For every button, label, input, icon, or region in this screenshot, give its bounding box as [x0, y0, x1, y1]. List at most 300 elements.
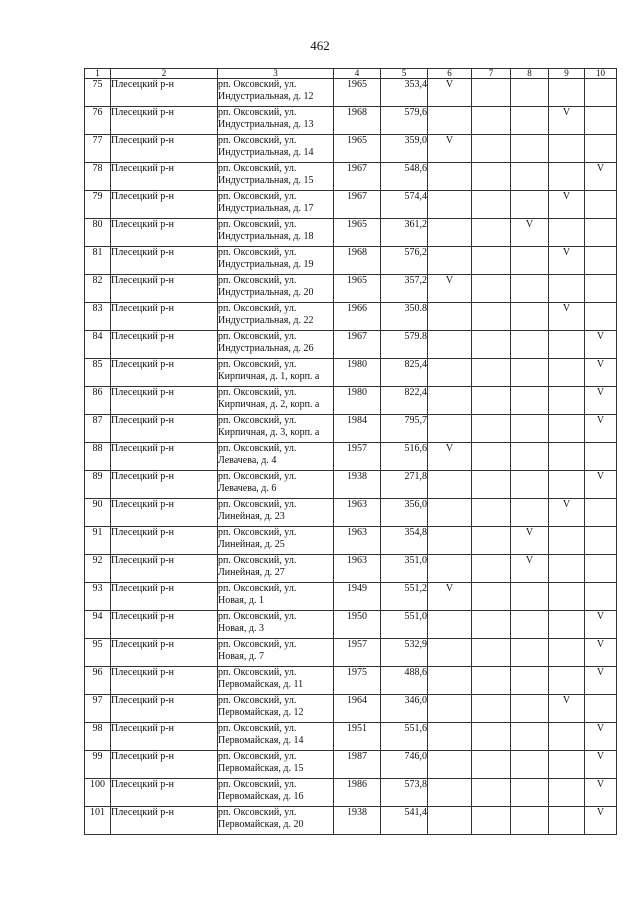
- address-line-1: рп. Оксовский, ул.: [218, 751, 297, 762]
- district-cell: Плесецкий р-н: [111, 415, 218, 443]
- district-cell: Плесецкий р-н: [111, 583, 218, 611]
- row-number: 93: [85, 583, 111, 611]
- address-line-1: рп. Оксовский, ул.: [218, 247, 297, 258]
- address-line-1: рп. Оксовский, ул.: [218, 303, 297, 314]
- row-number: 78: [85, 163, 111, 191]
- mark-cell-col8: [511, 723, 549, 751]
- mark-cell-col9: [549, 275, 585, 303]
- address-line-2: Кирпичная, д. 3, корп. а: [218, 426, 320, 438]
- mark-cell-col9: V: [549, 107, 585, 135]
- row-number: 92: [85, 555, 111, 583]
- mark-cell-col10: [585, 499, 617, 527]
- area-cell: 551,2: [381, 583, 428, 611]
- mark-cell-col10: [585, 443, 617, 471]
- year-cell: 1967: [334, 163, 381, 191]
- table-row: [85, 555, 617, 583]
- address-line-1: рп. Оксовский, ул.: [218, 331, 297, 342]
- address-cell: [218, 415, 334, 443]
- address-cell: [218, 219, 334, 247]
- mark-cell-col9: V: [549, 499, 585, 527]
- district-cell: Плесецкий р-н: [111, 611, 218, 639]
- district-cell: Плесецкий р-н: [111, 471, 218, 499]
- year-cell: 1963: [334, 555, 381, 583]
- table-row: [85, 415, 617, 443]
- district-cell: Плесецкий р-н: [111, 695, 218, 723]
- district-cell: Плесецкий р-н: [111, 443, 218, 471]
- mark-cell-col6: [428, 107, 472, 135]
- mark-cell-col10: [585, 583, 617, 611]
- column-header: 5: [381, 69, 428, 79]
- address-line-2: Индустриальная, д. 20: [218, 286, 314, 298]
- mark-cell-col10: [585, 135, 617, 163]
- address-line-1: рп. Оксовский, ул.: [218, 527, 297, 538]
- page-number: 462: [310, 38, 330, 53]
- district-cell: Плесецкий р-н: [111, 303, 218, 331]
- mark-cell-col6: V: [428, 275, 472, 303]
- district-cell: Плесецкий р-н: [111, 527, 218, 555]
- address-line-2: Первомайская, д. 11: [218, 678, 304, 690]
- year-cell: 1965: [334, 135, 381, 163]
- mark-cell-col10: V: [585, 415, 617, 443]
- address-cell: [218, 583, 334, 611]
- row-number: 95: [85, 639, 111, 667]
- address-cell: [218, 443, 334, 471]
- column-header: 10: [585, 69, 617, 79]
- address-line-1: рп. Оксовский, ул.: [218, 79, 297, 90]
- year-cell: 1965: [334, 79, 381, 107]
- table-row: [85, 807, 617, 835]
- mark-cell-col7: [472, 779, 511, 807]
- address-line-1: рп. Оксовский, ул.: [218, 219, 297, 230]
- mark-cell-col8: [511, 191, 549, 219]
- mark-cell-col6: [428, 331, 472, 359]
- mark-cell-col8: V: [511, 527, 549, 555]
- address-line-2: Индустриальная, д. 17: [218, 202, 314, 214]
- mark-cell-col6: [428, 527, 472, 555]
- area-cell: 579.8: [381, 331, 428, 359]
- table-row: [85, 527, 617, 555]
- address-line-1: рп. Оксовский, ул.: [218, 639, 297, 650]
- address-line-1: рп. Оксовский, ул.: [218, 723, 297, 734]
- address-line-2: Новая, д. 7: [218, 650, 264, 662]
- column-header: 6: [428, 69, 472, 79]
- district-cell: Плесецкий р-н: [111, 191, 218, 219]
- mark-cell-col9: [549, 359, 585, 387]
- row-number: 76: [85, 107, 111, 135]
- mark-cell-col9: [549, 163, 585, 191]
- column-number-row: [85, 69, 617, 79]
- mark-cell-col6: [428, 163, 472, 191]
- area-cell: 746,0: [381, 751, 428, 779]
- mark-cell-col8: [511, 751, 549, 779]
- mark-cell-col8: [511, 163, 549, 191]
- district-cell: Плесецкий р-н: [111, 219, 218, 247]
- mark-cell-col7: [472, 303, 511, 331]
- row-number: 100: [85, 779, 111, 807]
- mark-cell-col9: [549, 79, 585, 107]
- address-cell: [218, 331, 334, 359]
- row-number: 99: [85, 751, 111, 779]
- table-row: [85, 639, 617, 667]
- address-line-2: Кирпичная, д. 1, корп. а: [218, 370, 320, 382]
- area-cell: 350.8: [381, 303, 428, 331]
- mark-cell-col10: V: [585, 779, 617, 807]
- mark-cell-col8: [511, 107, 549, 135]
- area-cell: 541,4: [381, 807, 428, 835]
- mark-cell-col6: [428, 611, 472, 639]
- column-header: 8: [511, 69, 549, 79]
- mark-cell-col7: [472, 583, 511, 611]
- mark-cell-col10: [585, 107, 617, 135]
- mark-cell-col8: [511, 443, 549, 471]
- row-number: 82: [85, 275, 111, 303]
- address-line-2: Первомайская, д. 15: [218, 762, 304, 774]
- district-cell: Плесецкий р-н: [111, 779, 218, 807]
- district-cell: Плесецкий р-н: [111, 107, 218, 135]
- address-line-2: Индустриальная, д. 14: [218, 146, 314, 158]
- address-cell: [218, 723, 334, 751]
- address-line-2: Новая, д. 1: [218, 594, 264, 606]
- mark-cell-col10: V: [585, 639, 617, 667]
- year-cell: 1987: [334, 751, 381, 779]
- address-cell: [218, 79, 334, 107]
- area-cell: 574,4: [381, 191, 428, 219]
- table-row: [85, 219, 617, 247]
- year-cell: 1949: [334, 583, 381, 611]
- table-row: [85, 191, 617, 219]
- area-cell: 359,0: [381, 135, 428, 163]
- table-row: [85, 303, 617, 331]
- district-cell: Плесецкий р-н: [111, 79, 218, 107]
- area-cell: 357,2: [381, 275, 428, 303]
- table-row: [85, 275, 617, 303]
- mark-cell-col9: [549, 555, 585, 583]
- address-cell: [218, 499, 334, 527]
- year-cell: 1964: [334, 695, 381, 723]
- mark-cell-col7: [472, 247, 511, 275]
- row-number: 98: [85, 723, 111, 751]
- mark-cell-col6: [428, 303, 472, 331]
- table-body: [85, 79, 617, 835]
- mark-cell-col10: [585, 275, 617, 303]
- district-cell: Плесецкий р-н: [111, 359, 218, 387]
- mark-cell-col10: V: [585, 807, 617, 835]
- address-line-1: рп. Оксовский, ул.: [218, 443, 297, 454]
- mark-cell-col7: [472, 667, 511, 695]
- address-cell: [218, 807, 334, 835]
- mark-cell-col8: [511, 387, 549, 415]
- area-cell: 354,8: [381, 527, 428, 555]
- mark-cell-col7: [472, 723, 511, 751]
- area-cell: 573,8: [381, 779, 428, 807]
- column-header: 4: [334, 69, 381, 79]
- address-line-2: Линейная, д. 23: [218, 510, 285, 522]
- mark-cell-col8: [511, 415, 549, 443]
- year-cell: 1965: [334, 275, 381, 303]
- mark-cell-col10: V: [585, 611, 617, 639]
- mark-cell-col8: [511, 471, 549, 499]
- year-cell: 1984: [334, 415, 381, 443]
- mark-cell-col8: [511, 135, 549, 163]
- mark-cell-col7: [472, 135, 511, 163]
- address-line-1: рп. Оксовский, ул.: [218, 611, 297, 622]
- mark-cell-col9: [549, 527, 585, 555]
- mark-cell-col6: [428, 779, 472, 807]
- year-cell: 1980: [334, 359, 381, 387]
- district-cell: Плесецкий р-н: [111, 331, 218, 359]
- mark-cell-col9: [549, 443, 585, 471]
- mark-cell-col8: [511, 583, 549, 611]
- area-cell: 532,9: [381, 639, 428, 667]
- row-number: 97: [85, 695, 111, 723]
- mark-cell-col8: [511, 303, 549, 331]
- district-cell: Плесецкий р-н: [111, 723, 218, 751]
- table-row: [85, 751, 617, 779]
- district-cell: Плесецкий р-н: [111, 807, 218, 835]
- year-cell: 1951: [334, 723, 381, 751]
- year-cell: 1938: [334, 471, 381, 499]
- year-cell: 1986: [334, 779, 381, 807]
- table-row: [85, 443, 617, 471]
- area-cell: 822,4: [381, 387, 428, 415]
- mark-cell-col6: [428, 219, 472, 247]
- row-number: 81: [85, 247, 111, 275]
- mark-cell-col6: V: [428, 443, 472, 471]
- year-cell: 1963: [334, 527, 381, 555]
- mark-cell-col7: [472, 611, 511, 639]
- year-cell: 1968: [334, 107, 381, 135]
- district-cell: Плесецкий р-н: [111, 275, 218, 303]
- year-cell: 1938: [334, 807, 381, 835]
- address-line-1: рп. Оксовский, ул.: [218, 135, 297, 146]
- mark-cell-col8: [511, 779, 549, 807]
- address-line-2: Линейная, д. 27: [218, 566, 285, 578]
- district-cell: Плесецкий р-н: [111, 163, 218, 191]
- mark-cell-col10: V: [585, 331, 617, 359]
- mark-cell-col10: V: [585, 471, 617, 499]
- mark-cell-col9: [549, 807, 585, 835]
- mark-cell-col9: V: [549, 303, 585, 331]
- mark-cell-col8: V: [511, 219, 549, 247]
- mark-cell-col10: V: [585, 667, 617, 695]
- column-header: 3: [218, 69, 334, 79]
- mark-cell-col7: [472, 807, 511, 835]
- mark-cell-col7: [472, 695, 511, 723]
- address-line-1: рп. Оксовский, ул.: [218, 275, 297, 286]
- mark-cell-col6: V: [428, 583, 472, 611]
- row-number: 88: [85, 443, 111, 471]
- mark-cell-col9: [549, 667, 585, 695]
- year-cell: 1963: [334, 499, 381, 527]
- mark-cell-col7: [472, 555, 511, 583]
- mark-cell-col9: V: [549, 695, 585, 723]
- mark-cell-col7: [472, 107, 511, 135]
- area-cell: 356,0: [381, 499, 428, 527]
- mark-cell-col10: [585, 527, 617, 555]
- address-line-1: рп. Оксовский, ул.: [218, 415, 297, 426]
- area-cell: 825,4: [381, 359, 428, 387]
- housing-registry-table: [84, 68, 617, 835]
- area-cell: 346,0: [381, 695, 428, 723]
- address-line-2: Индустриальная, д. 12: [218, 90, 314, 102]
- table-row: [85, 779, 617, 807]
- mark-cell-col7: [472, 471, 511, 499]
- district-cell: Плесецкий р-н: [111, 555, 218, 583]
- mark-cell-col9: [549, 751, 585, 779]
- row-number: 90: [85, 499, 111, 527]
- area-cell: 488,6: [381, 667, 428, 695]
- address-line-1: рп. Оксовский, ул.: [218, 555, 297, 566]
- address-cell: [218, 275, 334, 303]
- mark-cell-col10: [585, 219, 617, 247]
- address-line-2: Новая, д. 3: [218, 622, 264, 634]
- mark-cell-col8: [511, 667, 549, 695]
- mark-cell-col10: [585, 695, 617, 723]
- area-cell: 795,7: [381, 415, 428, 443]
- mark-cell-col10: [585, 303, 617, 331]
- address-line-1: рп. Оксовский, ул.: [218, 471, 297, 482]
- mark-cell-col9: [549, 723, 585, 751]
- address-line-1: рп. Оксовский, ул.: [218, 359, 297, 370]
- mark-cell-col9: [549, 331, 585, 359]
- mark-cell-col7: [472, 415, 511, 443]
- mark-cell-col8: [511, 247, 549, 275]
- table-row: [85, 611, 617, 639]
- mark-cell-col6: [428, 667, 472, 695]
- row-number: 84: [85, 331, 111, 359]
- mark-cell-col9: [549, 583, 585, 611]
- mark-cell-col7: [472, 191, 511, 219]
- area-cell: 361,2: [381, 219, 428, 247]
- address-cell: [218, 527, 334, 555]
- mark-cell-col8: [511, 639, 549, 667]
- year-cell: 1965: [334, 219, 381, 247]
- column-header: 7: [472, 69, 511, 79]
- mark-cell-col6: [428, 555, 472, 583]
- address-cell: [218, 191, 334, 219]
- mark-cell-col9: [549, 639, 585, 667]
- year-cell: 1950: [334, 611, 381, 639]
- row-number: 86: [85, 387, 111, 415]
- address-cell: [218, 135, 334, 163]
- table-row: [85, 471, 617, 499]
- row-number: 101: [85, 807, 111, 835]
- address-cell: [218, 163, 334, 191]
- address-line-1: рп. Оксовский, ул.: [218, 163, 297, 174]
- row-number: 94: [85, 611, 111, 639]
- address-line-2: Кирпичная, д. 2, корп. а: [218, 398, 320, 410]
- mark-cell-col7: [472, 219, 511, 247]
- mark-cell-col9: V: [549, 191, 585, 219]
- table-row: [85, 163, 617, 191]
- mark-cell-col7: [472, 331, 511, 359]
- mark-cell-col9: [549, 779, 585, 807]
- mark-cell-col6: V: [428, 135, 472, 163]
- address-cell: [218, 695, 334, 723]
- address-cell: [218, 359, 334, 387]
- mark-cell-col7: [472, 499, 511, 527]
- mark-cell-col8: V: [511, 555, 549, 583]
- address-cell: [218, 303, 334, 331]
- table-row: [85, 723, 617, 751]
- address-line-1: рп. Оксовский, ул.: [218, 387, 297, 398]
- mark-cell-col9: V: [549, 247, 585, 275]
- mark-cell-col8: [511, 695, 549, 723]
- address-line-2: Левачева, д. 4: [218, 454, 277, 466]
- year-cell: 1975: [334, 667, 381, 695]
- mark-cell-col6: [428, 247, 472, 275]
- year-cell: 1957: [334, 639, 381, 667]
- mark-cell-col9: [549, 219, 585, 247]
- year-cell: 1966: [334, 303, 381, 331]
- table-row: [85, 499, 617, 527]
- mark-cell-col10: [585, 555, 617, 583]
- area-cell: 576,2: [381, 247, 428, 275]
- mark-cell-col6: [428, 387, 472, 415]
- address-line-2: Первомайская, д. 20: [218, 818, 304, 830]
- address-cell: [218, 611, 334, 639]
- district-cell: Плесецкий р-н: [111, 387, 218, 415]
- mark-cell-col8: [511, 807, 549, 835]
- year-cell: 1967: [334, 331, 381, 359]
- mark-cell-col7: [472, 443, 511, 471]
- address-cell: [218, 751, 334, 779]
- mark-cell-col8: [511, 611, 549, 639]
- table-row: [85, 667, 617, 695]
- column-header: 1: [85, 69, 111, 79]
- mark-cell-col6: [428, 471, 472, 499]
- row-number: 75: [85, 79, 111, 107]
- address-line-1: рп. Оксовский, ул.: [218, 695, 297, 706]
- address-cell: [218, 779, 334, 807]
- table-row: [85, 331, 617, 359]
- mark-cell-col7: [472, 639, 511, 667]
- district-cell: Плесецкий р-н: [111, 639, 218, 667]
- area-cell: 516,6: [381, 443, 428, 471]
- mark-cell-col10: V: [585, 723, 617, 751]
- address-line-2: Первомайская, д. 14: [218, 734, 304, 746]
- district-cell: Плесецкий р-н: [111, 499, 218, 527]
- table-row: [85, 135, 617, 163]
- address-line-2: Индустриальная, д. 26: [218, 342, 314, 354]
- address-line-1: рп. Оксовский, ул.: [218, 107, 297, 118]
- address-cell: [218, 247, 334, 275]
- area-cell: 551,0: [381, 611, 428, 639]
- row-number: 85: [85, 359, 111, 387]
- district-cell: Плесецкий р-н: [111, 135, 218, 163]
- address-line-1: рп. Оксовский, ул.: [218, 583, 297, 594]
- mark-cell-col7: [472, 359, 511, 387]
- mark-cell-col7: [472, 751, 511, 779]
- address-cell: [218, 639, 334, 667]
- column-header: 2: [111, 69, 218, 79]
- mark-cell-col10: [585, 79, 617, 107]
- mark-cell-col6: [428, 359, 472, 387]
- mark-cell-col10: V: [585, 751, 617, 779]
- row-number: 91: [85, 527, 111, 555]
- mark-cell-col6: [428, 807, 472, 835]
- mark-cell-col6: [428, 751, 472, 779]
- address-cell: [218, 555, 334, 583]
- mark-cell-col9: [549, 415, 585, 443]
- mark-cell-col7: [472, 275, 511, 303]
- mark-cell-col8: [511, 359, 549, 387]
- address-cell: [218, 387, 334, 415]
- year-cell: 1957: [334, 443, 381, 471]
- year-cell: 1967: [334, 191, 381, 219]
- table-row: [85, 583, 617, 611]
- mark-cell-col9: [549, 471, 585, 499]
